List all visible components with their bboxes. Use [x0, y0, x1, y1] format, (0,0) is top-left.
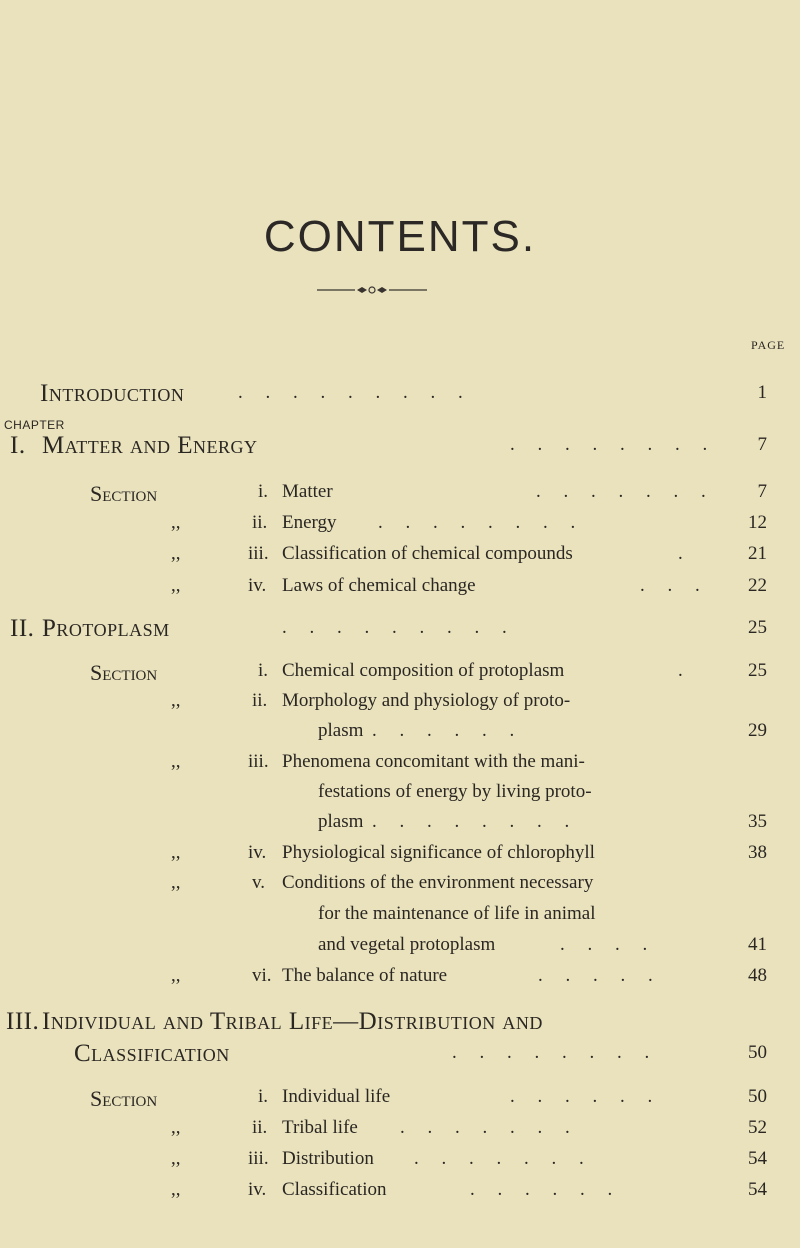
- section-title-continuation: plasm: [318, 720, 364, 741]
- chapter-column-heading: CHAPTER: [4, 418, 65, 432]
- toc-leader: . . . . . . . . .: [238, 382, 472, 403]
- section-number: i.: [258, 1086, 269, 1107]
- section-prefix: ,,: [171, 1179, 181, 1200]
- section-prefix: ,,: [171, 575, 181, 596]
- section-title: Chemical composition of protoplasm: [282, 660, 565, 681]
- toc-leader: . . . . . .: [510, 1086, 662, 1107]
- toc-page-number: 22: [748, 575, 767, 596]
- toc-leader: .: [678, 660, 683, 681]
- toc-leader: . . . . . . . .: [372, 811, 579, 832]
- section-prefix: ,,: [171, 543, 181, 564]
- page-title: CONTENTS.: [263, 212, 537, 261]
- section-title: Individual life: [282, 1086, 391, 1107]
- toc-leader: . . .: [640, 575, 709, 596]
- section-prefix: Section: [90, 481, 158, 506]
- chapter-title: Protoplasm: [42, 615, 170, 642]
- section-title: Energy: [282, 512, 337, 533]
- section-title-continuation: plasm: [318, 811, 364, 832]
- toc-leader: . . . . . . .: [400, 1117, 579, 1138]
- section-title: Laws of chemical change: [282, 575, 476, 596]
- section-title: Conditions of the environment necessary: [282, 872, 594, 893]
- toc-page-number: 38: [748, 842, 767, 863]
- toc-leader: . . . . . .: [470, 1179, 622, 1200]
- toc-page-number: 1: [757, 382, 767, 403]
- section-number: i.: [258, 660, 269, 681]
- section-number: iv.: [248, 842, 267, 863]
- toc-page-number: 7: [757, 434, 767, 455]
- section-number: iv.: [248, 575, 267, 596]
- toc-leader: . . . . . . . .: [378, 512, 585, 533]
- section-title-continuation: for the maintenance of life in animal: [318, 903, 596, 924]
- section-prefix: ,,: [171, 1148, 181, 1169]
- chapter-title: Matter and Energy: [42, 432, 258, 459]
- section-prefix: Section: [90, 660, 158, 685]
- section-title: Morphology and physiology of proto-: [282, 690, 571, 711]
- section-title: Tribal life: [282, 1117, 358, 1138]
- toc-page-number: 54: [748, 1148, 767, 1169]
- section-prefix: Section: [90, 1086, 158, 1111]
- chapter-numeral: II.: [10, 615, 35, 642]
- chapter-title: Individual and Tribal Life—Distribution and: [42, 1008, 543, 1035]
- chapter-numeral: I.: [10, 432, 26, 459]
- toc-introduction-label: Introduction: [40, 380, 185, 407]
- section-prefix: ,,: [171, 751, 181, 772]
- section-title: Phenomena concomitant with the mani-: [282, 751, 585, 772]
- toc-page-number: 7: [757, 481, 767, 502]
- section-title: Classification of chemical compounds: [282, 543, 573, 564]
- section-title: Classification: [282, 1179, 387, 1200]
- section-number: vi.: [252, 965, 272, 986]
- section-number: iv.: [248, 1179, 267, 1200]
- toc-leader: .: [678, 543, 683, 564]
- toc-page-number: 50: [748, 1042, 767, 1063]
- toc-page-number: 41: [748, 934, 767, 955]
- section-number: i.: [258, 481, 269, 502]
- title-ornament: [317, 285, 427, 295]
- toc-leader: . . . . .: [538, 965, 662, 986]
- section-number: ii.: [252, 1117, 268, 1138]
- section-number: ii.: [252, 512, 268, 533]
- toc-leader: . . . .: [560, 934, 657, 955]
- toc-page-number: 21: [748, 543, 767, 564]
- toc-leader: . . . . . . .: [536, 481, 715, 502]
- section-number: iii.: [248, 543, 269, 564]
- section-prefix: ,,: [171, 842, 181, 863]
- toc-leader: . . . . . . . .: [510, 434, 717, 455]
- toc-page-number: 50: [748, 1086, 767, 1107]
- section-prefix: ,,: [171, 690, 181, 711]
- section-prefix: ,,: [171, 872, 181, 893]
- section-number: ii.: [252, 690, 268, 711]
- chapter-title-continuation: Classification: [74, 1040, 230, 1067]
- page-column-heading: PAGE: [751, 338, 786, 352]
- toc-page-number: 25: [748, 617, 767, 638]
- chapter-numeral: III.: [6, 1008, 40, 1035]
- toc-page-number: 54: [748, 1179, 767, 1200]
- section-title: Distribution: [282, 1148, 374, 1169]
- toc-leader: . . . . . . .: [414, 1148, 593, 1169]
- section-prefix: ,,: [171, 1117, 181, 1138]
- toc-leader: . . . . . . . .: [452, 1042, 659, 1063]
- section-number: iii.: [248, 751, 269, 772]
- section-title: Matter: [282, 481, 333, 502]
- toc-leader: . . . . . .: [372, 720, 524, 741]
- toc-page-number: 12: [748, 512, 767, 533]
- section-title: The balance of nature: [282, 965, 448, 986]
- section-title-continuation: and vegetal protoplasm: [318, 934, 496, 955]
- toc-page-number: 29: [748, 720, 767, 741]
- section-title-continuation: festations of energy by living proto-: [318, 781, 592, 802]
- toc-leader: . . . . . . . . .: [282, 617, 516, 638]
- section-number: iii.: [248, 1148, 269, 1169]
- section-title: Physiological significance of chlorophyll: [282, 842, 595, 863]
- section-prefix: ,,: [171, 965, 181, 986]
- toc-page-number: 25: [748, 660, 767, 681]
- section-prefix: ,,: [171, 512, 181, 533]
- section-number: v.: [252, 872, 266, 893]
- toc-page-number: 35: [748, 811, 767, 832]
- toc-page-number: 48: [748, 965, 767, 986]
- toc-page-number: 52: [748, 1117, 767, 1138]
